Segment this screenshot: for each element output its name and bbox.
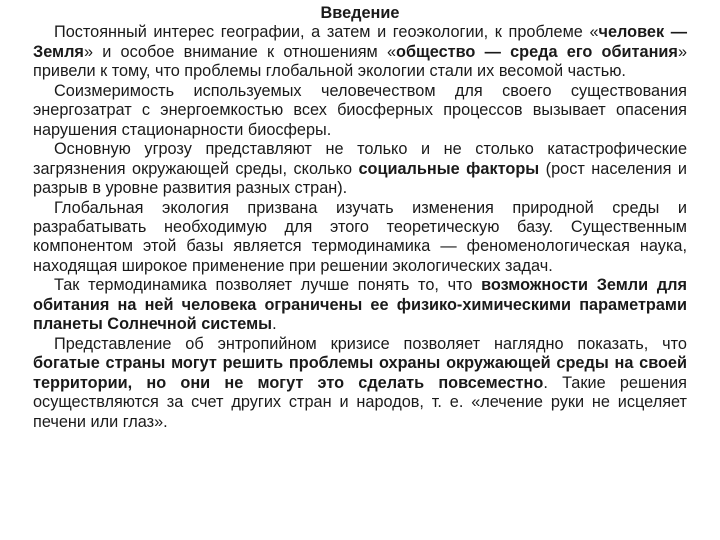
text-segment: Представление об энтропийном кризисе позволяет наглядно показать, что: [54, 334, 687, 353]
paragraph: [33, 335, 687, 432]
text-segment: Постоянный интерес географии, а затем и геоэкологии, к проблеме «: [54, 23, 599, 42]
text-segment: .: [272, 315, 277, 334]
bold-text-segment: социальные факторы: [358, 159, 540, 178]
paragraph: [33, 23, 687, 81]
text-segment: » и особое внимание к отношениям «: [83, 42, 397, 61]
text-segment: Основную угрозу представляют не только и не столько катастрофические загрязнения окружающей среды, сколько: [33, 140, 687, 178]
bold-text-segment: богатые страны могут решить проблемы охраны окружающей среды на своей территории, но они не могут это сделать повсеместно: [33, 354, 687, 392]
document-body: [33, 23, 687, 432]
bold-text-segment: общество — среда его обитания: [396, 42, 678, 61]
text-segment: . Такие решения осуществляются за счет других стран и народов, т. е. «лечение руки не исцеляет печени или глаз».: [33, 373, 688, 431]
document-title: Введение: [320, 4, 400, 22]
bold-text-segment: возможности Земли для обитания на ней человека ограничены ее физико-химическими параметрами планеты Солнечной системы: [33, 276, 688, 334]
paragraph: [33, 276, 687, 334]
text-segment: (рост населения и разрыв в уровне развития разных стран).: [33, 159, 688, 198]
text-segment: Соизмеримость используемых человечеством для своего существования энергозатрат с энергоемкостью всех биосферных процессов вызывает опасения нарушения стационарности биосферы.: [33, 81, 687, 139]
text-segment: Так термодинамика позволяет лучше понять то, что: [54, 276, 482, 295]
text-segment: Глобальная экология призвана изучать изменения природной среды и разрабатывать необходимую для этого теоретическую базу. Существенным компонентом этой базы является термодинамика — феноменологическая наука, находящая широкое применение при решении экологических задач.: [33, 198, 687, 275]
text-segment: » привели к тому, что проблемы глобальной экологии стали их весомой частью.: [33, 42, 687, 81]
paragraph: [33, 199, 687, 277]
paragraph: [33, 82, 687, 140]
bold-text-segment: человек — Земля: [33, 23, 687, 61]
paragraph: [33, 140, 687, 198]
